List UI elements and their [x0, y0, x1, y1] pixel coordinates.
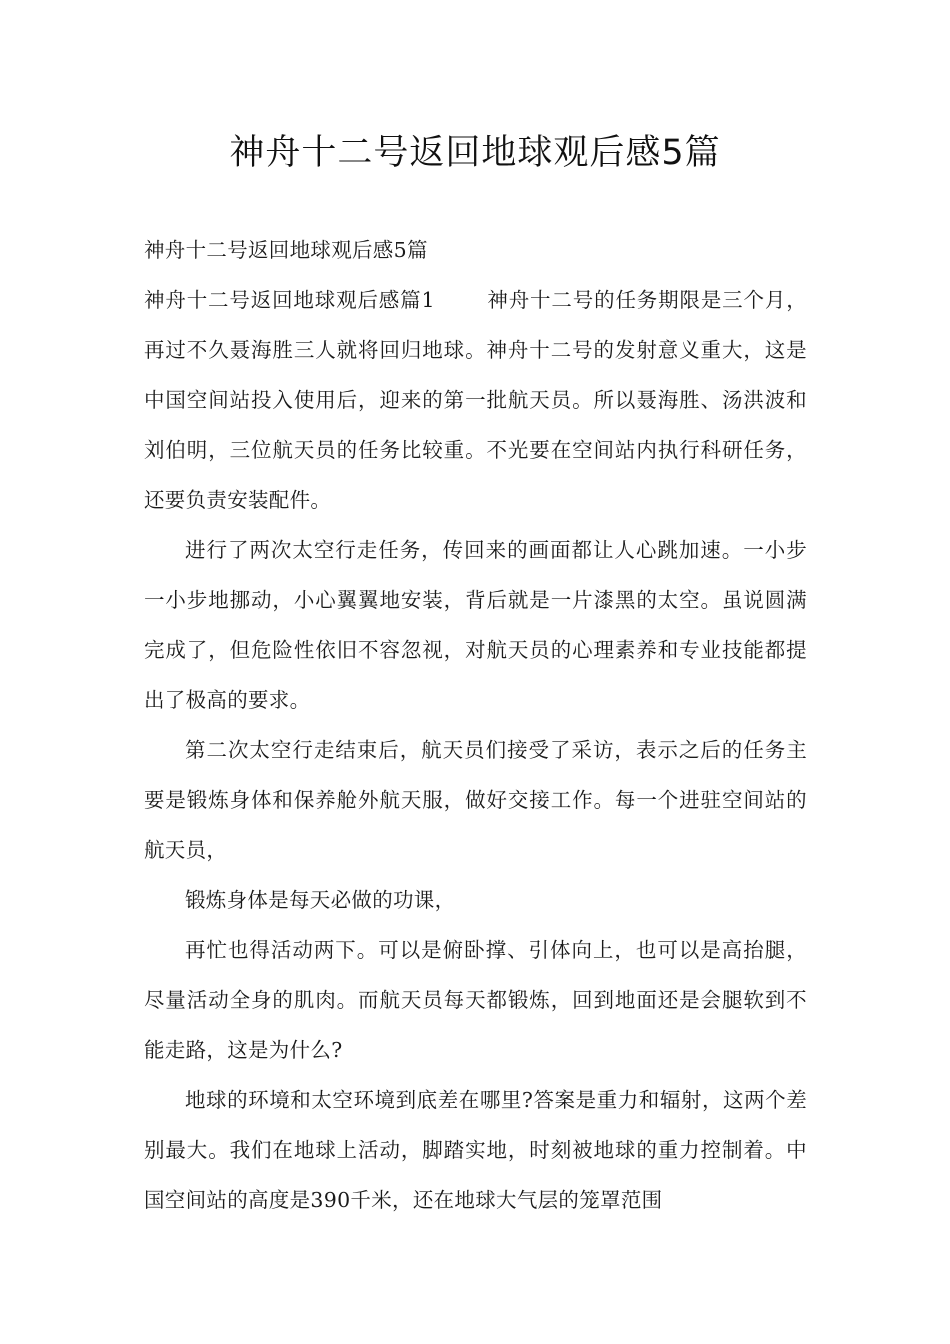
- paragraph-4: 锻炼身体是每天必做的功课，: [185, 888, 456, 912]
- paragraph-6: 地球的环境和太空环境到底差在哪里?答案是重力和辐射，这两个差别最大。我们在地球上活动，脚踏实地，时刻被地球的重力控制着。中国空间站的高度是390千米，还在地球大气层的笼罩范围: [144, 1088, 807, 1212]
- paragraph-2: 进行了两次太空行走任务，传回来的画面都让人心跳加速。一小步一小步地挪动，小心翼翼地安装，背后就是一片漆黑的太空。虽说圆满完成了，但危险性依旧不容忽视，对航天员的心理素养和专业技能都提出了极高的要求。: [144, 538, 807, 712]
- document-subtitle: 神舟十二号返回地球观后感5篇: [144, 238, 428, 262]
- paragraph-3: 第二次太空行走结束后，航天员们接受了采访，表示之后的任务主要是锻炼身体和保养舱外航天服，做好交接工作。每一个进驻空间站的航天员，: [144, 738, 807, 862]
- section-heading: 神舟十二号返回地球观后感篇1: [144, 288, 435, 312]
- document-title: 神舟十二号返回地球观后感5篇: [229, 133, 721, 173]
- paragraph-1-text: 神舟十二号的任务期限是三个月，再过不久聂海胜三人就将回归地球。神舟十二号的发射意义重大，这是中国空间站投入使用后，迎来的第一批航天员。所以聂海胜、汤洪波和刘伯明，三位航天员的任务比较重。不光要在空间站内执行科研任务，还要负责安装配件。: [144, 288, 807, 512]
- paragraph-1: [144, 275, 807, 525]
- document-body: [144, 225, 807, 1225]
- paragraph-5: 再忙也得活动两下。可以是俯卧撑、引体向上，也可以是高抬腿，尽量活动全身的肌肉。而航天员每天都锻炼，回到地面还是会腿软到不能走路，这是为什么?: [144, 938, 807, 1062]
